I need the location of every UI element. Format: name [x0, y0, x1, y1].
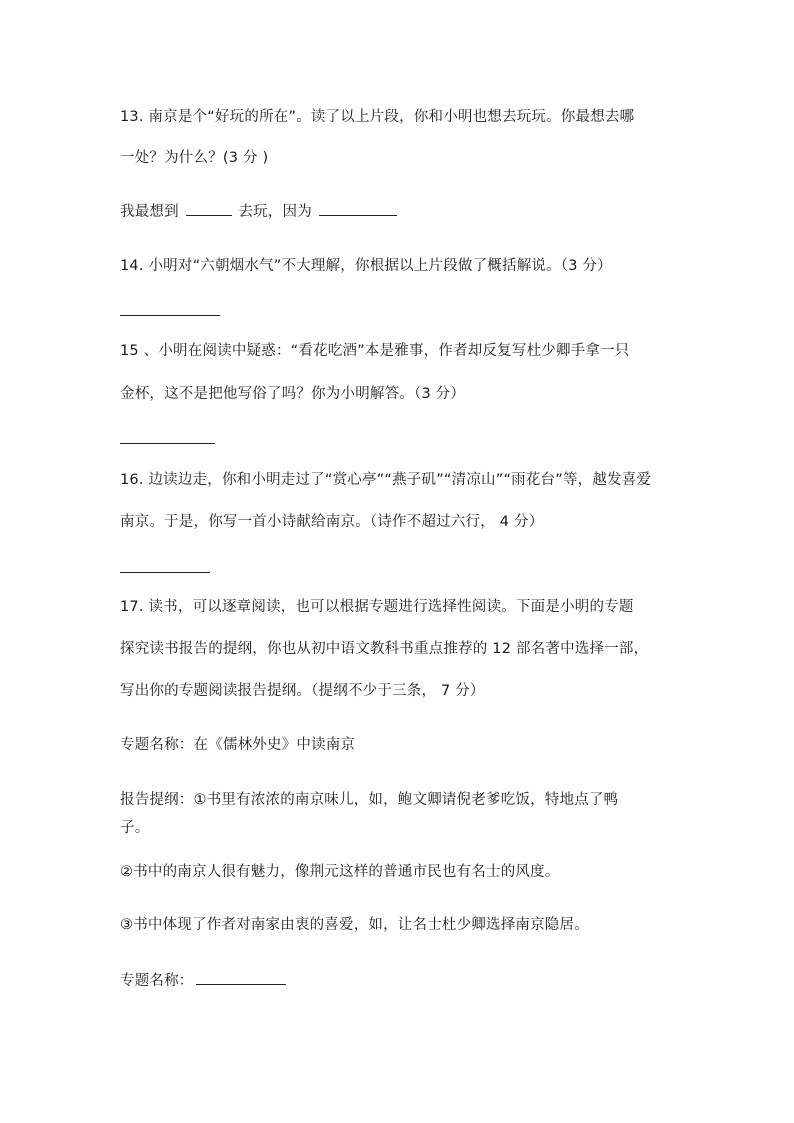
q17-line-1: 17. 读书，可以逐章阅读，也可以根据专题进行选择性阅读。下面是小明的专题	[120, 599, 634, 615]
example-outline-2: ②书中的南京人很有魅力，像荆元这样的普通市民也有名士的风度。	[120, 864, 560, 880]
q16-answer-blank[interactable]	[120, 572, 210, 573]
q13-place-blank[interactable]	[186, 201, 232, 216]
q16-line-2: 南京。于是，你写一首小诗献给南京。（诗作不超过六行， 4 分）	[120, 514, 544, 530]
q15-line-2: 金杯，这不是把他写俗了吗？你为小明解答。（3 分）	[120, 386, 466, 402]
example-outline-3: ③书中体现了作者对南家由衷的喜爱，如，让名士杜少卿选择南京隐居。	[120, 917, 589, 933]
q17-line-2: 探究读书报告的提纲，你也从初中语文教科书重点推荐的 12 部名著中选择一部，	[120, 641, 649, 657]
answer-topic-label: 专题名称：	[120, 973, 194, 989]
q16-line-1: 16. 边读边走，你和小明走过了“赏心亭”“燕子矶”“清凉山”“雨花台”等，越发喜爱	[120, 472, 652, 488]
q17-line-3: 写出你的专题阅读报告提纲。（提纲不少于三条， 7 分）	[120, 683, 485, 699]
answer-topic-line	[120, 970, 288, 991]
q13-reason-blank[interactable]	[319, 201, 397, 216]
q13-line-1: 13. 南京是个“好玩的所在”。读了以上片段，你和小明也想去玩玩。你最想去哪	[120, 109, 635, 125]
example-outline-1a: 报告提纲：①书里有浓浓的南京味儿，如，鲍文卿请倪老爹吃饭，特地点了鸭	[120, 792, 619, 808]
q13-line-2: 一处？为什么？(3 分 )	[120, 150, 269, 166]
q15-answer-blank[interactable]	[120, 443, 215, 444]
example-topic: 专题名称：在《儒林外史》中读南京	[120, 737, 356, 753]
q15-line-1: 15 、小明在阅读中疑惑：“看花吃酒”本是雅事，作者却反复写杜少卿手拿一只	[120, 343, 630, 359]
q13-answer-line	[120, 201, 399, 222]
q13-answer-prefix: 我最想到	[120, 204, 179, 220]
answer-topic-blank[interactable]	[196, 970, 286, 985]
q13-answer-middle: 去玩，因为	[238, 204, 312, 220]
q14-answer-blank[interactable]	[120, 315, 220, 316]
example-outline-1b: 子。	[120, 820, 150, 836]
q14-line-1: 14. 小明对“六朝烟水气”不大理解，你根据以上片段做了概括解说。（3 分）	[120, 258, 612, 274]
